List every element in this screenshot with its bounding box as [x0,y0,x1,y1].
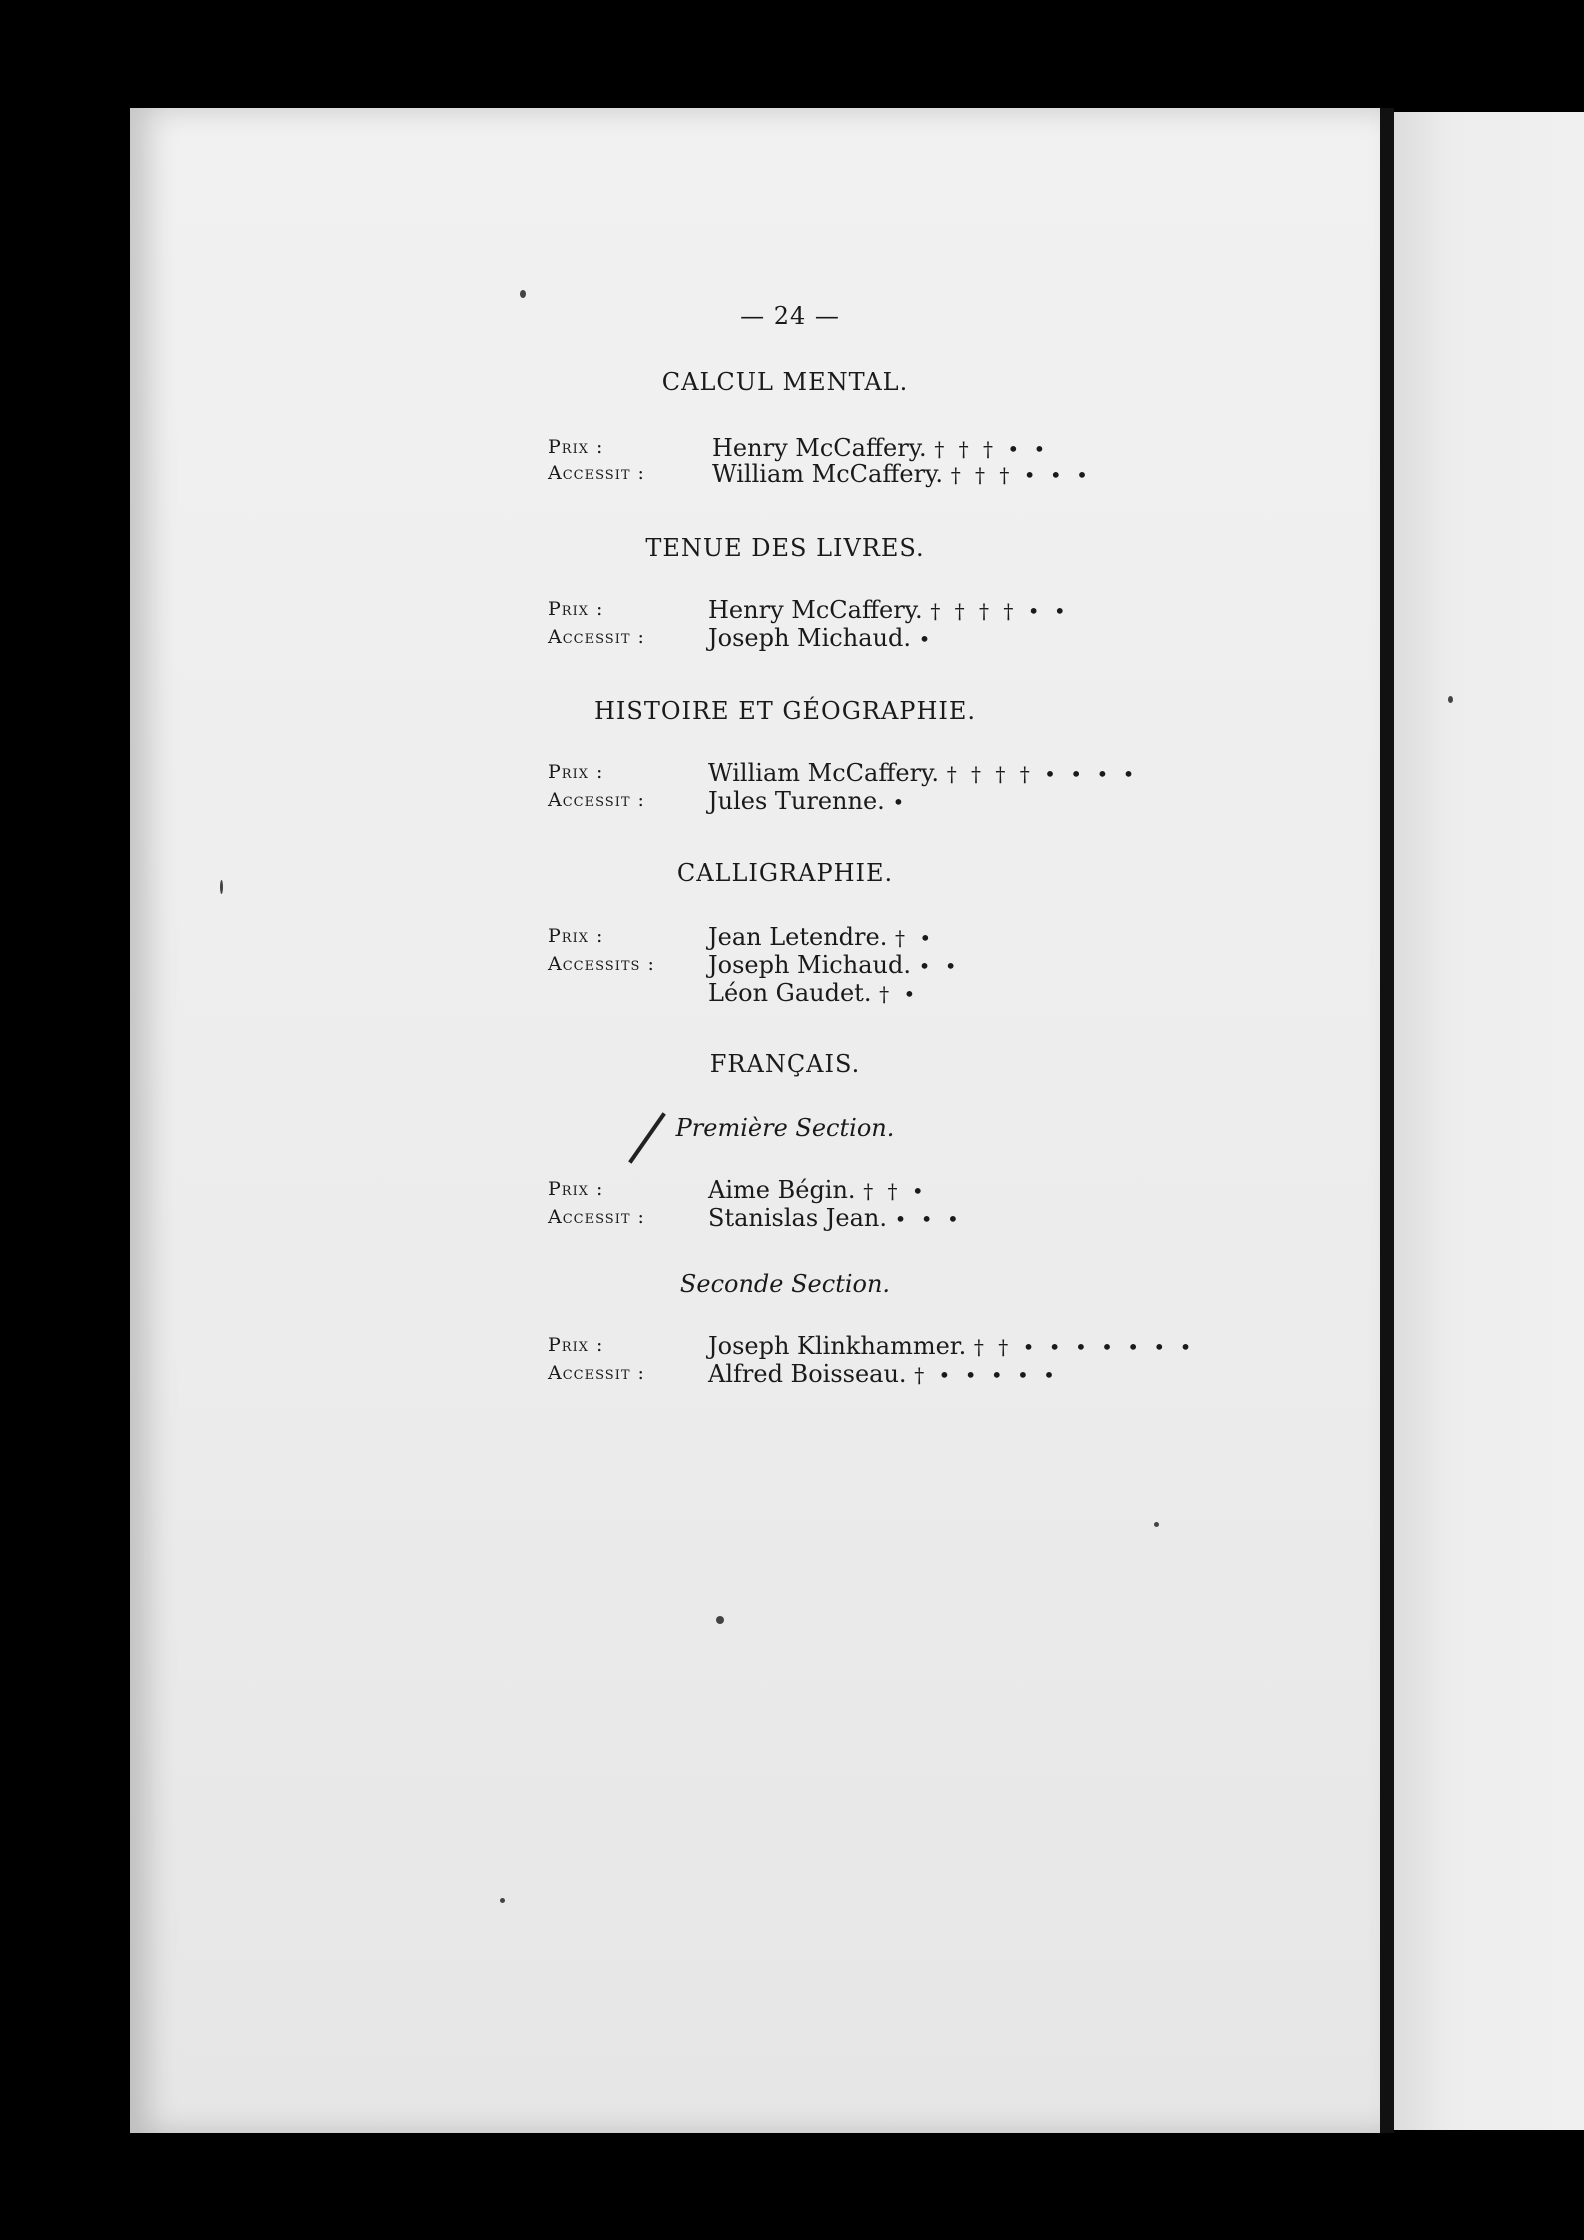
entry-marks: † • • • • • [914,1363,1059,1387]
entry-marks: † • [879,982,920,1006]
scan-speck [1448,696,1453,703]
entry-row [548,953,1168,981]
subsection-title-seconde: Seconde Section. [679,1270,891,1298]
entry-label: Accessit : [548,462,645,484]
section-title-francais: FRANÇAIS. [709,1050,861,1078]
entry-name: Joseph Michaud. • [708,624,935,652]
entry-marks: † † † • • • [950,463,1092,487]
entry-label: Prix : [548,925,604,947]
scan-speck [520,290,526,298]
entry-marks: † † • [863,1179,928,1203]
entry-row [548,462,1168,490]
entry-marks: † † • • • • • • • [973,1335,1196,1359]
entry-row [548,1206,1168,1234]
entry-label: Prix : [548,1178,604,1200]
entry-row [548,761,1168,789]
entry-name: Jules Turenne. • [708,787,909,815]
scan-speck [716,1616,724,1624]
entry-marks: † • [894,926,936,950]
entry-label: Accessit : [548,1206,645,1228]
entry-marks: † † † † • • [930,599,1070,623]
section-title-calligraphie: CALLIGRAPHIE. [676,859,894,887]
entry-label: Accessit : [548,1362,645,1384]
entry-marks: • [918,627,935,651]
entry-label: Accessit : [548,789,645,811]
scan-speck [500,1898,505,1903]
entry-row [548,1178,1168,1206]
subsection-title-premiere: Première Section. [675,1114,895,1142]
entry-name: Joseph Michaud. • • [708,951,961,979]
entry-name: William McCaffery. † † † † • • • • [708,759,1139,787]
entry-label: Prix : [548,436,604,458]
entry-label: Accessit : [548,626,645,648]
scan-speck [220,880,223,894]
entry-row [548,598,1168,626]
entry-marks: † † † † • • • • [946,762,1139,786]
entry-row [548,981,1168,1009]
entry-name: Joseph Klinkhammer. † † • • • • • • • [708,1332,1196,1360]
entry-name: Stanislas Jean. • • • [708,1204,963,1232]
entry-row [548,626,1168,654]
section-title-calcul-mental: CALCUL MENTAL. [661,368,909,396]
entry-name: William McCaffery. † † † • • • [712,460,1092,488]
scan-speck [1154,1522,1159,1527]
section-title-histoire-et-geographie: HISTOIRE ET GÉOGRAPHIE. [593,697,977,725]
entry-label: Accessits : [548,953,655,975]
entry-name: Alfred Boisseau. † • • • • • [708,1360,1059,1388]
section-title-tenue-des-livres: TENUE DES LIVRES. [645,534,925,562]
entry-row [548,1332,1196,1362]
entry-marks: • [892,790,909,814]
entry-row [548,789,1168,817]
entry-label: Prix : [548,761,604,783]
page-number: — 24 — [740,302,840,330]
entry-marks: • • • [894,1207,963,1231]
entry-name: Aime Bégin. † † • [708,1176,928,1204]
entry-marks: • • [918,954,961,978]
entry-row [548,1362,1168,1390]
entry-label: Prix : [548,1334,604,1356]
entry-name: Jean Letendre. † • [708,923,936,951]
entry-marks: † † † • • [934,437,1050,461]
entry-label: Prix : [548,598,604,620]
entry-row [548,925,1168,953]
entry-name: Henry McCaffery. † † † • • [712,434,1050,462]
entry-name: Henry McCaffery. † † † † • • [708,596,1070,624]
entry-name: Léon Gaudet. † • [708,979,920,1007]
